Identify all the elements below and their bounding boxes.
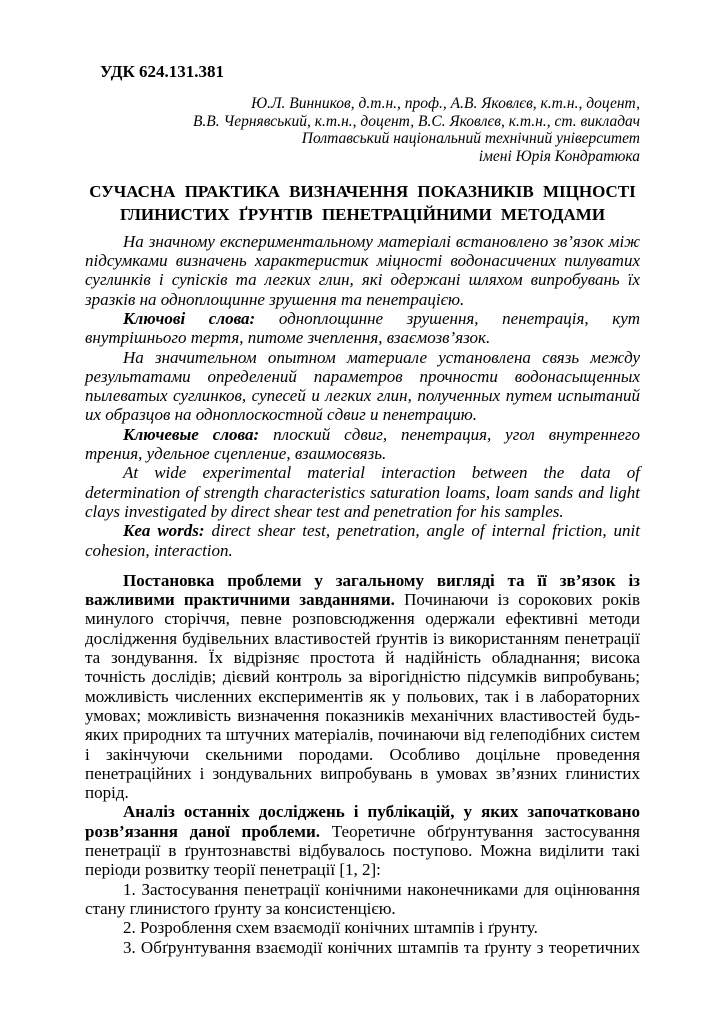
affiliation-line-2: імені Юрія Кондратюка (478, 148, 640, 166)
abstract-uk-keywords (85, 309, 640, 348)
list-item-2: 2. Розроблення схем взаємодії конічних штампів і ґрунту. (123, 918, 538, 938)
abstract-ru-keywords (85, 425, 640, 464)
list-item-3: 3. Обґрунтування взаємодії конічних штампів та ґрунту з теоретичних (123, 937, 640, 957)
paragraph-analysis-text: Теоретичне обґрунтування застосування пенетрації в ґрунтознавстві відбувалось поступово. Можна виділити такі періоди розвитку теорії пенетрації [1, 2]: (85, 821, 640, 880)
abstract-en-text: At wide experimental material interaction between the data of determination of strength characteristics saturation loams, loam sands and light clays investigated by direct shear test and penetration for his samples. (85, 463, 640, 521)
keywords-text-uk: одноплощинне зрушення, пенетрація, кут внутрішнього тертя, питоме зчеплення, взаємозв’язок. (85, 309, 641, 348)
paragraph-analysis (85, 802, 640, 879)
page-content (85, 62, 640, 957)
keywords-text-en: direct shear test, penetration, angle of internal friction, unit cohesion, interaction. (85, 521, 640, 560)
paragraph-problem-statement-lead: Постановка проблеми у загальному вигляді та її зв’язок із важливими практичними завданнями. (85, 570, 640, 610)
abstract-uk-text: На значному експериментальному матеріалі встановлено зв’язок між підсумками визначень характеристик міцності водонасичених пилуватих суглинків і супісків та легких глин, які одержані шляхом випробувань їх зразків на одноплощинне зрушення та пенетрацією. (85, 231, 640, 309)
udc-code: УДК 624.131.381 (100, 62, 225, 81)
author-line-1: Ю.Л. Винников, д.т.н., проф., А.В. Яковлєв, к.т.н., доцент, (251, 95, 640, 112)
paragraph-problem-statement-text: Починаючи із сорокових років минулого сторіччя, певне розповсюдження одержали ефективні методи дослідження будівельних властивостей ґрунтів із використанням пенетрації та зондування. Їх відрізняє простота й надійність обладнання; висока точність дослідів; дієвий контроль за вірогідністю підсумків випробувань; можливість численних експериментів як у польових, так і в лабораторних умовах; можливість визначення показників механічних властивостей будь-яких природних та штучних матеріалів, починаючи від гелеподібних систем і закінчуючи скельними породами. Особливо доцільне проведення пенетраційних і зондувальних випробувань в умовах зв’язних глинистих порід. (85, 590, 640, 803)
author-block (85, 95, 640, 166)
keywords-text-ru: плоский сдвиг, пенетрация, угол внутреннего трения, удельное сцепление, взаимосвязь. (85, 424, 640, 464)
keywords-label-uk: Ключові слова: (123, 309, 256, 328)
keywords-label-ru: Ключевые слова: (123, 424, 260, 444)
author-line-2: В.В. Чернявський, к.т.н., доцент, В.С. Яковлєв, к.т.н., ст. викладач (192, 112, 640, 130)
paragraph-analysis-lead: Аналіз останніх досліджень і публікацій, у яких започатковано розв’язання даної проблеми. (85, 802, 640, 841)
article-title-line-1: СУЧАСНА ПРАКТИКА ВИЗНАЧЕННЯ ПОКАЗНИКІВ МІЦНОСТІ (89, 181, 636, 201)
article-title-line-2: ГЛИНИСТИХ ҐРУНТІВ ПЕНЕТРАЦІЙНИМИ МЕТОДАМИ (119, 204, 606, 224)
keywords-label-en: Kea words: (123, 521, 205, 541)
abstract-en-keywords (85, 521, 640, 560)
list-item-1: 1. Застосування пенетрації конічними наконечниками для оцінювання стану глинистого ґрунту за консистенцією. (85, 879, 640, 918)
abstracts-section (85, 232, 640, 560)
paragraph-problem-statement (85, 571, 640, 803)
article-body (85, 571, 640, 957)
abstract-ru-text: На значительном опытном материале установлена связь между результатами определений параметров прочности водонасыщенных пылеватых суглинков, супесей и легких глин, полученных путем испытаний их образцов на одноплоскостной сдвиг и пенетрацию. (85, 347, 640, 425)
affiliation-line-1: Полтавський національний технічний університет (301, 130, 640, 148)
article-title (85, 180, 640, 226)
